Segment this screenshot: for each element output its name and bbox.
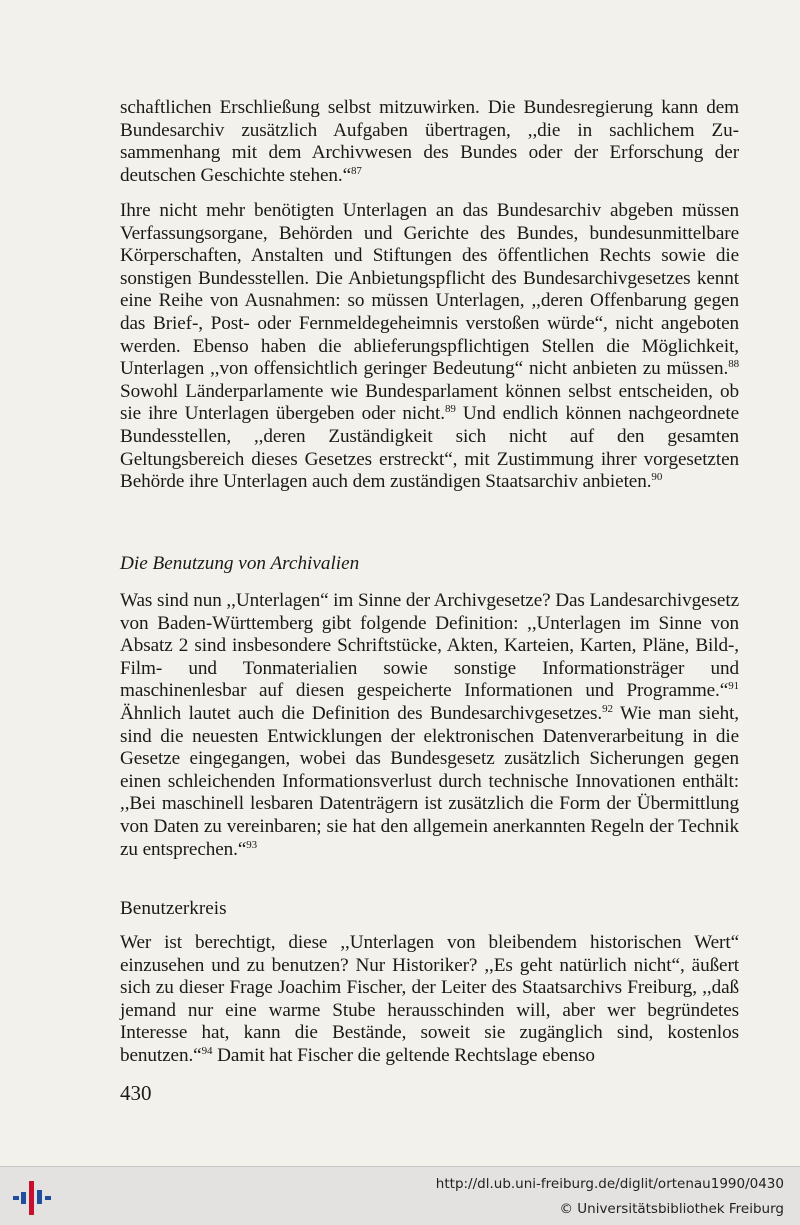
subsection-heading: Benutzerkreis [120, 898, 227, 919]
paragraph-1 [120, 97, 739, 187]
footnote-ref-87[interactable]: 87 [351, 164, 362, 177]
paragraph-3-body-a: Was sind nun ,,Unterlagen“ im Sinne der Archivgesetze? Das Landesarchivgesetz von Baden-Württemberg gibt folgende Definition: ,,Unterlagen im Sinne von Absatz 2 sind insbesondere Schriftstücke, Akten, Karteien, Karten, Pläne, Bild-, Film- und Tonmaterialien sowie sonstige Informationsträger und maschinenlesbar auf diesen gespeicherte Informationen und Programme.“ [120, 590, 739, 702]
paragraph-3-text [120, 590, 739, 861]
footnote-ref-90[interactable]: 90 [651, 471, 663, 484]
paragraph-4 [120, 932, 739, 1068]
paragraph-3-body-c: Wie man sieht, sind die neuesten Entwicklungen der elektronischen Datenverarbeitung in die Gesetze eingegangen, wobei das Bundesgesetz zusätzlich Sicherungen gegen einen schleichenden Informationsverlust durch technische Innovationen enthält: ,,Bei maschinell lesbaren Datenträgern ist zusätzlich die Form der Übermittlung von Daten zu vereinbaren; sie hat den allgemein anerkannten Regeln der Technik zu entsprechen.“ [120, 702, 740, 860]
page-number: 430 [120, 1081, 152, 1105]
footnote-ref-94[interactable]: 94 [201, 1044, 213, 1057]
paragraph-4-body-a: Wer ist berechtigt, diese ,,Unterlagen von bleibendem historischen Wert“ einzusehen und zu benutzen? Nur Historiker? ,,Es geht natürlich nicht“, äußert sich zu dieser Frage Joachim Fischer, der Leiter des Staatsarchivs Freiburg, ,,daß jemand nur eine warme Stube herausschinden will, aber wer begründetes Interesse hat, kann die Bestände, soweit sie zugänglich sind, kostenlos benutzen.“ [120, 932, 739, 1066]
footer-url-link[interactable]: http://dl.ub.uni-freiburg.de/diglit/ortenau1990/0430 [435, 1176, 784, 1192]
section-heading-block [120, 553, 739, 576]
paragraph-2-body-b: Sowohl Länderparlamente wie Bundesparlament können selbst entscheiden, ob sie ihre Unterlagen übergeben oder nicht. [120, 380, 739, 425]
section-heading: Die Benutzung von Archivalien [120, 553, 360, 574]
paragraph-2-text [120, 200, 739, 494]
viewer-footer [0, 1166, 800, 1225]
footnote-ref-91[interactable]: 91 [728, 680, 739, 693]
footnote-ref-89[interactable]: 89 [444, 403, 456, 416]
ub-freiburg-logo-icon[interactable] [12, 1177, 52, 1217]
paragraph-4-body-b: Damit hat Fischer die geltende Rechtslage ebenso [212, 1044, 595, 1066]
paragraph-3 [120, 590, 739, 861]
paragraph-2 [120, 200, 739, 494]
subsection-heading-block [120, 898, 739, 921]
footnote-ref-92[interactable]: 92 [602, 702, 613, 715]
paragraph-1-body: schaftlichen Erschließung selbst mitzuwirken. Die Bundesregierung kann dem Bundesarchiv zusätzlich Aufgaben übertragen, ,,die in sachlichem Zusammenhang mit dem Archivwesen des Bundes oder der Erforschung der deutschen Geschichte stehen.“ [120, 97, 739, 186]
footer-copyright: © Universitätsbibliothek Freiburg [559, 1201, 784, 1217]
footnote-ref-88[interactable]: 88 [728, 358, 739, 371]
paragraph-1-text [120, 97, 739, 187]
paragraph-2-body-a: Ihre nicht mehr benötigten Unterlagen an das Bundesarchiv abgeben müssen Verfassungsorgane, Behörden und Gerichte des Bundes, bundesunmittelbare Körperschaften, Anstalten und Stiftungen des öffentlichen Rechts sowie die sonstigen Bundesstellen. Die Anbietungspflicht des Bundesarchivgesetzes kennt eine Reihe von Ausnahmen: so müssen Unterlagen, ,,deren Offenbarung gegen das Brief-, Post- oder Fernmeldegeheimnis verstoßen würde“, nicht angeboten werden. Ebenso haben die ablieferungspflichtigen Stellen die Möglichkeit, Unterlagen ,,von offensichtlich geringer Bedeutung“ nicht anbieten zu müssen. [120, 200, 739, 380]
paragraph-3-body-b: Ähnlich lautet auch die Definition des Bundesarchivgesetzes. [120, 702, 603, 724]
paragraph-4-text [120, 932, 739, 1068]
footnote-ref-93[interactable]: 93 [246, 838, 258, 851]
paragraph-2-body-c: Und endlich können nachgeordnete Bundesstellen, ,,deren Zuständigkeit sich nicht auf den gesamten Geltungsbereich dieses Gesetzes erstreckt“, mit Zustimmung ihrer vorgesetzten Behörde ihre Unterlagen auch dem zuständigen Staatsarchiv anbieten. [120, 403, 739, 493]
